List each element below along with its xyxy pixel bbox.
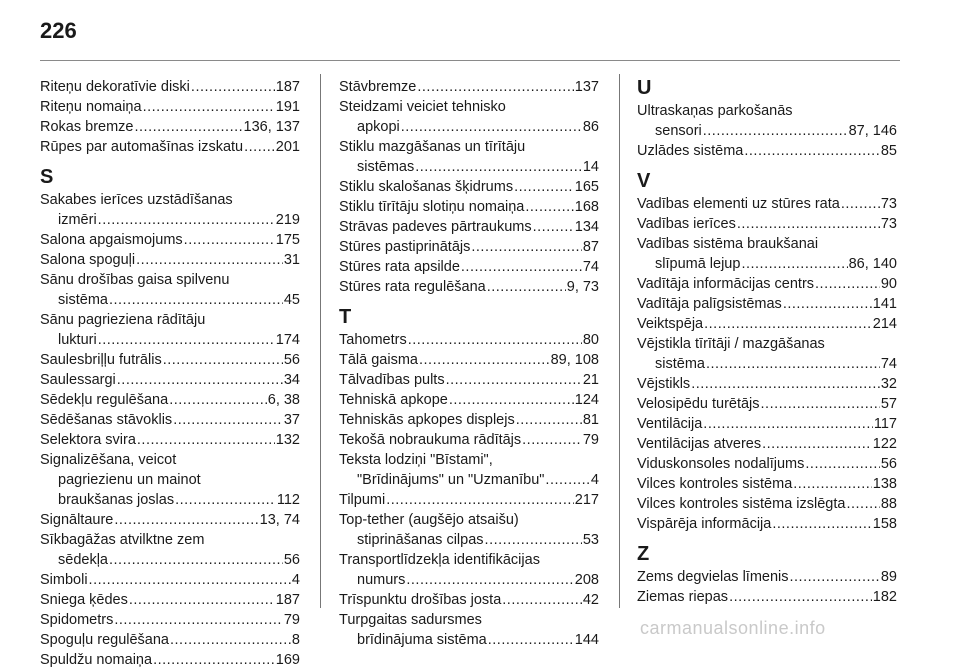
- entry-term: Tekošā nobraukuma rādītājs: [339, 432, 522, 448]
- entry-term: Stiklu mazgāšanas un tīrītāju: [339, 139, 526, 155]
- entry-term: Vilces kontroles sistēma izslēgta: [637, 496, 846, 512]
- page-reference: 6, 38: [267, 392, 300, 408]
- index-entry: [339, 370, 599, 390]
- leader-dots: [170, 630, 291, 650]
- entry-term: Riteņu dekoratīvie diski: [40, 79, 190, 95]
- page-reference: 187: [275, 592, 300, 608]
- column-divider: [320, 74, 321, 608]
- index-entry: [339, 177, 599, 197]
- page-reference: 201: [275, 139, 300, 155]
- entry-term: Saulessargi: [40, 372, 116, 388]
- entry-term: sistēmas: [357, 159, 415, 175]
- index-column-2: [339, 77, 599, 650]
- leader-dots: [741, 254, 847, 274]
- page-reference: 56: [283, 552, 300, 568]
- leader-dots: [783, 294, 872, 314]
- index-entry: [637, 374, 897, 394]
- leader-dots: [805, 454, 879, 474]
- page-reference: 80: [582, 332, 599, 348]
- leader-dots: [815, 274, 880, 294]
- page-reference: 182: [872, 589, 897, 605]
- leader-dots: [137, 430, 275, 450]
- leader-dots: [488, 630, 574, 650]
- entry-term: Tahometrs: [339, 332, 407, 348]
- leader-dots: [114, 610, 283, 630]
- index-entry: [637, 141, 897, 161]
- page-reference: 45: [283, 292, 300, 308]
- index-entry: [339, 77, 599, 97]
- index-entry: [637, 434, 897, 454]
- leader-dots: [772, 514, 871, 534]
- page-reference: 56: [283, 352, 300, 368]
- page-reference: 86: [582, 119, 599, 135]
- index-entry: [339, 490, 599, 510]
- leader-dots: [406, 570, 573, 590]
- page-reference: 219: [275, 212, 300, 228]
- entry-term: Vadības elementi uz stūres rata: [637, 196, 840, 212]
- entry-term: Tilpumi: [339, 492, 386, 508]
- leader-dots: [134, 117, 242, 137]
- entry-term: Transportlīdzekļa identifikācijas: [339, 552, 540, 568]
- page-reference: 214: [872, 316, 897, 332]
- page-reference: 88: [880, 496, 897, 512]
- index-entry: [339, 137, 599, 177]
- entry-term: Velosipēdu turētājs: [637, 396, 760, 412]
- entry-term: Tehniskās apkopes displejs: [339, 412, 515, 428]
- index-entry: [339, 257, 599, 277]
- page-reference: 31: [283, 252, 300, 268]
- index-entry: [637, 494, 897, 514]
- leader-dots: [737, 214, 880, 234]
- index-entry: [40, 650, 300, 670]
- index-entry: [637, 394, 897, 414]
- page-reference: 169: [275, 652, 300, 668]
- page-number: 226: [40, 18, 77, 43]
- entry-term: Uzlādes sistēma: [637, 143, 744, 159]
- entry-term: Vējstikla tīrītāji / mazgāšanas: [637, 336, 825, 352]
- entry-term: Ziemas riepas: [637, 589, 729, 605]
- entry-term: lukturi: [58, 332, 97, 348]
- leader-dots: [703, 121, 848, 141]
- entry-term: Rūpes par automašīnas izskatu: [40, 139, 244, 155]
- page-reference: 4: [590, 472, 599, 488]
- index-entry: [40, 250, 300, 270]
- index-entry: [40, 530, 300, 570]
- page-reference: 89: [880, 569, 897, 585]
- entry-term: Veiktspēja: [637, 316, 704, 332]
- index-entry: [339, 350, 599, 370]
- entry-term: "Brīdinājums" un "Uzmanību": [357, 472, 545, 488]
- page-reference: 74: [880, 356, 897, 372]
- leader-dots: [761, 394, 880, 414]
- leader-dots: [129, 590, 275, 610]
- index-entry: [339, 610, 599, 650]
- entry-term: Ventilācijas atveres: [637, 436, 762, 452]
- leader-dots: [691, 374, 880, 394]
- page-reference: 137: [574, 79, 599, 95]
- entry-term: Viduskonsoles nodalījums: [637, 456, 805, 472]
- entry-term: apkopi: [357, 119, 400, 135]
- leader-dots: [169, 390, 267, 410]
- leader-dots: [471, 237, 581, 257]
- entry-term: izmēri: [58, 212, 97, 228]
- index-entry: [637, 334, 897, 374]
- page-reference: 14: [582, 159, 599, 175]
- page-reference: 21: [582, 372, 599, 388]
- page-reference: 89, 108: [550, 352, 599, 368]
- leader-dots: [98, 210, 275, 230]
- page-reference: 81: [582, 412, 599, 428]
- leader-dots: [89, 570, 291, 590]
- page-reference: 8: [291, 632, 300, 648]
- index-entry: [40, 610, 300, 630]
- section-letter: V: [637, 170, 651, 192]
- index-entry: [40, 230, 300, 250]
- watermark: carmanualsonline.info: [640, 618, 826, 638]
- entry-term: Vējstikls: [637, 376, 691, 392]
- entry-term: Ventilācija: [637, 416, 703, 432]
- page-reference: 85: [880, 143, 897, 159]
- page-reference: 124: [574, 392, 599, 408]
- index-entry: [40, 590, 300, 610]
- page-reference: 187: [275, 79, 300, 95]
- page-reference: 168: [574, 199, 599, 215]
- page-reference: 174: [275, 332, 300, 348]
- page-reference: 13, 74: [259, 512, 300, 528]
- leader-dots: [244, 137, 275, 157]
- leader-dots: [163, 350, 283, 370]
- entry-term: Tehniskā apkope: [339, 392, 448, 408]
- index-entry: [339, 390, 599, 410]
- page-reference: 73: [880, 196, 897, 212]
- index-entry: [40, 270, 300, 310]
- leader-dots: [841, 194, 880, 214]
- leader-dots: [545, 470, 590, 490]
- page-reference: 56: [880, 456, 897, 472]
- leader-dots: [98, 330, 275, 350]
- index-entry: [637, 314, 897, 334]
- section-letter: U: [637, 77, 652, 99]
- index-entry: [40, 350, 300, 370]
- entry-term: slīpumā lejup: [655, 256, 741, 272]
- entry-term: Sānu pagrieziena rādītāju: [40, 312, 206, 328]
- index-entry: [637, 414, 897, 434]
- leader-dots: [704, 314, 872, 334]
- entry-term: Vadības ierīces: [637, 216, 736, 232]
- page-reference: 112: [276, 492, 300, 508]
- index-entry: [40, 510, 300, 530]
- index-entry: [339, 410, 599, 430]
- leader-dots: [703, 414, 873, 434]
- entry-term: Zems degvielas līmenis: [637, 569, 789, 585]
- index-entry: [40, 97, 300, 117]
- page-reference: 217: [574, 492, 599, 508]
- index-entry: [637, 294, 897, 314]
- index-entry: [637, 194, 897, 214]
- index-entry: [339, 237, 599, 257]
- index-entry: [637, 474, 897, 494]
- leader-dots: [706, 354, 880, 374]
- entry-term: sensori: [655, 123, 702, 139]
- leader-dots: [729, 587, 872, 607]
- index-entry: [339, 510, 599, 550]
- entry-term: Stūres rata regulēšana: [339, 279, 486, 295]
- index-entry: [637, 234, 897, 274]
- page-reference: 158: [872, 516, 897, 532]
- index-entry: [40, 370, 300, 390]
- entry-term: Simboli: [40, 572, 88, 588]
- entry-term: Vilces kontroles sistēma: [637, 476, 793, 492]
- index-entry: [339, 217, 599, 237]
- leader-dots: [790, 567, 880, 587]
- page-reference: 34: [283, 372, 300, 388]
- entry-term: Ultraskaņas parkošanās: [637, 103, 793, 119]
- leader-dots: [184, 230, 275, 250]
- leader-dots: [446, 370, 582, 390]
- entry-term: Vadības sistēma braukšanai: [637, 236, 819, 252]
- section-letter: T: [339, 306, 352, 328]
- entry-term: Signalizēšana, veicot: [40, 452, 177, 468]
- index-entry: [637, 567, 897, 587]
- leader-dots: [461, 257, 582, 277]
- page-reference: 4: [291, 572, 300, 588]
- index-entry: [339, 277, 599, 297]
- index-entry: [339, 590, 599, 610]
- index-entry: [40, 410, 300, 430]
- page-reference: 9, 73: [566, 279, 599, 295]
- leader-dots: [533, 217, 574, 237]
- leader-dots: [191, 77, 275, 97]
- leader-dots: [117, 370, 283, 390]
- index-column-1: [40, 77, 300, 670]
- entry-term: Top-tether (augšējo atsaišu): [339, 512, 519, 528]
- entry-term: stiprināšanas cilpas: [357, 532, 484, 548]
- leader-dots: [386, 490, 574, 510]
- page-reference: 42: [582, 592, 599, 608]
- page-reference: 86, 140: [848, 256, 897, 272]
- page-reference: 37: [283, 412, 300, 428]
- leader-dots: [449, 390, 574, 410]
- leader-dots: [502, 590, 582, 610]
- leader-dots: [136, 250, 283, 270]
- leader-dots: [143, 97, 275, 117]
- entry-term: Stāvbremze: [339, 79, 417, 95]
- entry-term: Sānu drošības gaisa spilvenu: [40, 272, 230, 288]
- index-entry: [637, 101, 897, 141]
- entry-term: Rokas bremze: [40, 119, 134, 135]
- leader-dots: [522, 430, 582, 450]
- index-entry: [40, 310, 300, 350]
- entry-term: brīdinājuma sistēma: [357, 632, 487, 648]
- entry-term: Steidzami veiciet tehnisko: [339, 99, 506, 115]
- leader-dots: [487, 277, 566, 297]
- index-entry: [40, 190, 300, 230]
- leader-dots: [514, 177, 574, 197]
- entry-term: Spoguļu regulēšana: [40, 632, 169, 648]
- entry-term: Selektora svira: [40, 432, 136, 448]
- page-reference: 79: [283, 612, 300, 628]
- page-reference: 136, 137: [243, 119, 300, 135]
- leader-dots: [114, 510, 258, 530]
- index-entry: [40, 390, 300, 410]
- index-entry: [339, 450, 599, 490]
- entry-term: Sīkbagāžas atvilktne zem: [40, 532, 205, 548]
- leader-dots: [408, 330, 582, 350]
- entry-term: Strāvas padeves pārtraukums: [339, 219, 532, 235]
- entry-term: sēdekļa: [58, 552, 108, 568]
- index-entry: [40, 450, 300, 510]
- index-entry: [40, 570, 300, 590]
- leader-dots: [415, 157, 582, 177]
- leader-dots: [485, 530, 582, 550]
- page-reference: 53: [582, 532, 599, 548]
- entry-term: Riteņu nomaiņa: [40, 99, 142, 115]
- page-reference: 141: [872, 296, 897, 312]
- page-reference: 208: [574, 572, 599, 588]
- page-reference: 122: [872, 436, 897, 452]
- leader-dots: [153, 650, 275, 670]
- index-entry: [339, 430, 599, 450]
- entry-term: Salona apgaismojums: [40, 232, 183, 248]
- entry-term: Vadītāja palīgsistēmas: [637, 296, 782, 312]
- leader-dots: [793, 474, 872, 494]
- index-entry: [339, 197, 599, 217]
- page-reference: 74: [582, 259, 599, 275]
- index-entry: [637, 454, 897, 474]
- index-entry: [339, 330, 599, 350]
- leader-dots: [417, 77, 573, 97]
- leader-dots: [744, 141, 879, 161]
- page-reference: 138: [872, 476, 897, 492]
- entry-term: Trīspunktu drošības josta: [339, 592, 502, 608]
- index-entry: [637, 274, 897, 294]
- column-divider: [619, 74, 620, 608]
- entry-term: Stūres pastiprinātājs: [339, 239, 471, 255]
- entry-term: Vispārēja informācija: [637, 516, 772, 532]
- index-entry: [40, 430, 300, 450]
- index-entry: [40, 137, 300, 157]
- entry-term: Sēdēšanas stāvoklis: [40, 412, 173, 428]
- page-reference: 191: [275, 99, 300, 115]
- page-reference: 134: [574, 219, 599, 235]
- entry-term: Tālā gaisma: [339, 352, 418, 368]
- entry-term: Sakabes ierīces uzstādīšanas: [40, 192, 233, 208]
- section-letter: Z: [637, 543, 650, 565]
- leader-dots: [762, 434, 872, 454]
- entry-term: Signāltaure: [40, 512, 114, 528]
- entry-term: Saulesbriļļu futrālis: [40, 352, 162, 368]
- leader-dots: [516, 410, 582, 430]
- index-entry: [339, 550, 599, 590]
- entry-term: braukšanas joslas: [58, 492, 175, 508]
- entry-term: Turpgaitas sadursmes: [339, 612, 482, 628]
- page-reference: 165: [574, 179, 599, 195]
- page-reference: 117: [873, 416, 897, 432]
- index-entry: [40, 77, 300, 97]
- page-reference: 57: [880, 396, 897, 412]
- entry-term: sistēma: [655, 356, 705, 372]
- leader-dots: [401, 117, 582, 137]
- entry-term: pagriezienu un mainot: [58, 472, 201, 488]
- index-entry: [339, 97, 599, 137]
- page-reference: 32: [880, 376, 897, 392]
- page-reference: 90: [880, 276, 897, 292]
- header-rule: [40, 60, 900, 61]
- page-reference: 132: [275, 432, 300, 448]
- index-entry: [637, 514, 897, 534]
- leader-dots: [109, 550, 283, 570]
- entry-term: Sēdekļu regulēšana: [40, 392, 169, 408]
- leader-dots: [419, 350, 550, 370]
- leader-dots: [525, 197, 573, 217]
- entry-term: Tālvadības pults: [339, 372, 445, 388]
- page-reference: 175: [275, 232, 300, 248]
- index-entry: [637, 214, 897, 234]
- entry-term: Spidometrs: [40, 612, 114, 628]
- entry-term: Sniega ķēdes: [40, 592, 128, 608]
- page-reference: 73: [880, 216, 897, 232]
- index-column-3: [637, 77, 897, 607]
- entry-term: Vadītāja informācijas centrs: [637, 276, 815, 292]
- entry-term: Salona spoguļi: [40, 252, 136, 268]
- page-reference: 87: [582, 239, 599, 255]
- leader-dots: [109, 290, 283, 310]
- section-letter: S: [40, 166, 54, 188]
- index-entry: [40, 630, 300, 650]
- entry-term: Teksta lodziņi "Bīstami",: [339, 452, 493, 468]
- entry-term: numurs: [357, 572, 406, 588]
- page-reference: 144: [574, 632, 599, 648]
- page-reference: 79: [582, 432, 599, 448]
- index-entry: [40, 117, 300, 137]
- entry-term: Stūres rata apsilde: [339, 259, 460, 275]
- entry-term: Spuldžu nomaiņa: [40, 652, 153, 668]
- leader-dots: [173, 410, 283, 430]
- entry-term: sistēma: [58, 292, 108, 308]
- entry-term: Stiklu skalošanas šķidrums: [339, 179, 514, 195]
- entry-term: Stiklu tīrītāju slotiņu nomaiņa: [339, 199, 525, 215]
- leader-dots: [846, 494, 879, 514]
- leader-dots: [175, 490, 276, 510]
- index-entry: [637, 587, 897, 607]
- page-reference: 87, 146: [848, 123, 897, 139]
